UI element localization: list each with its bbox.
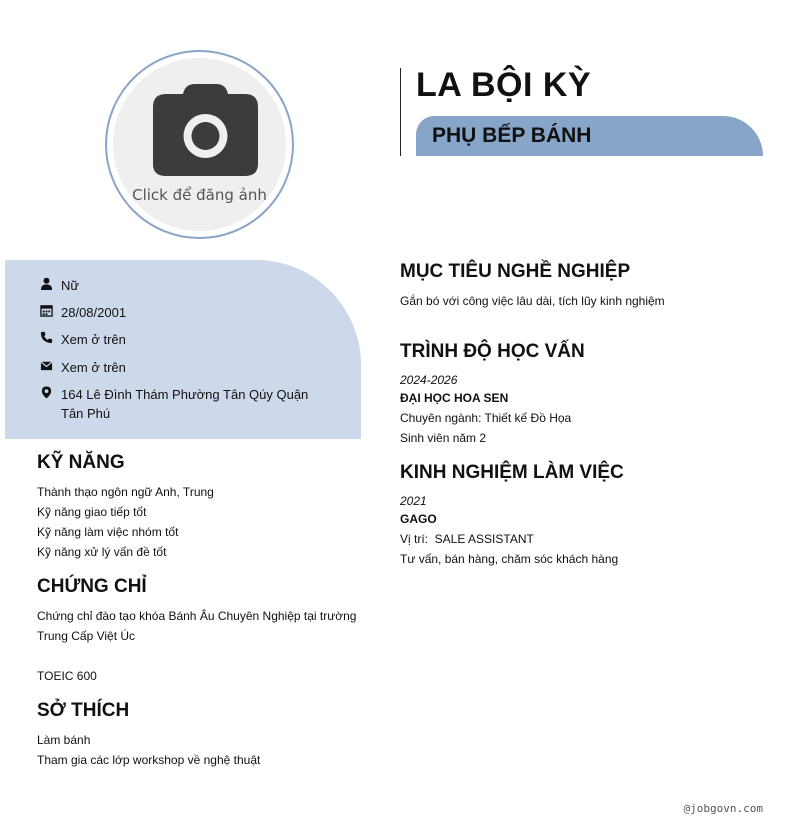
location-pin-icon [40,386,53,399]
phone-row [40,330,126,349]
hobby-item: Làm bánh [37,733,91,747]
address-value [61,385,308,423]
education-school: ĐẠI HỌC HOA SEN [400,391,509,405]
education-major: Chuyên ngành: Thiết kế Đồ Họa [400,411,572,425]
certificate-line: TOEIC 600 [37,669,97,683]
avatar-upload[interactable] [105,50,294,239]
experience-role: Vị trí: SALE ASSISTANT [400,532,534,546]
avatar-placeholder [113,58,286,231]
candidate-name: LA BỘI KỲ [416,66,592,104]
contact-panel [5,260,361,439]
education-heading: TRÌNH ĐỘ HỌC VẤN [400,341,585,362]
camera-icon [153,84,258,176]
birthday-value: 28/08/2001 [61,305,127,320]
skill-item: Kỹ năng làm việc nhóm tốt [37,525,179,539]
phone-value: Xem ở trên [61,332,126,347]
gender-value: Nữ [61,278,80,293]
position-banner [416,116,763,156]
position-title: PHỤ BẾP BÁNH [432,124,592,147]
person-icon [40,277,53,290]
gender-row [40,276,79,295]
certificate-line: Trung Cấp Việt Úc [37,629,136,643]
birthday-row [40,303,126,322]
objective-heading: MỤC TIÊU NGHỀ NGHIỆP [400,261,631,282]
address-row [40,385,308,423]
experience-description: Tư vấn, bán hàng, chăm sóc khách hàng [400,552,619,566]
envelope-icon [40,359,53,372]
skill-item: Kỹ năng xử lý vấn đề tốt [37,545,167,559]
objective-text: Gắn bó với công việc lâu dài, tích lũy kinh nghiệm [400,294,665,308]
email-row [40,358,126,377]
certificates-heading: CHỨNG CHỈ [37,576,147,597]
calendar-icon [40,304,53,317]
email-value: Xem ở trên [61,360,126,375]
skill-item: Thành thạo ngôn ngữ Anh, Trung [37,485,214,499]
hobby-item: Tham gia các lớp workshop về nghệ thuật [37,753,261,767]
address-line-1: 164 Lê Đình Thám Phường Tân Qúy Quận [61,387,309,402]
address-line-2: Tân Phú [61,406,111,421]
hobbies-heading: SỞ THÍCH [37,700,130,721]
phone-icon [40,331,53,344]
education-year: Sinh viên năm 2 [400,431,487,445]
experience-company: GAGO [400,512,437,526]
certificate-line: Chứng chỉ đào tạo khóa Bánh Âu Chuyên Nghiệp tại trường [37,609,357,623]
education-period: 2024-2026 [400,373,458,387]
skill-item: Kỹ năng giao tiếp tốt [37,505,147,519]
skills-heading: KỸ NĂNG [37,452,125,473]
title-divider [400,68,401,156]
avatar-upload-label: Click để đăng ảnh [132,186,267,204]
experience-heading: KINH NGHIỆM LÀM VIỆC [400,462,624,483]
watermark: @jobgovn.com [683,802,763,815]
experience-period: 2021 [400,494,427,508]
